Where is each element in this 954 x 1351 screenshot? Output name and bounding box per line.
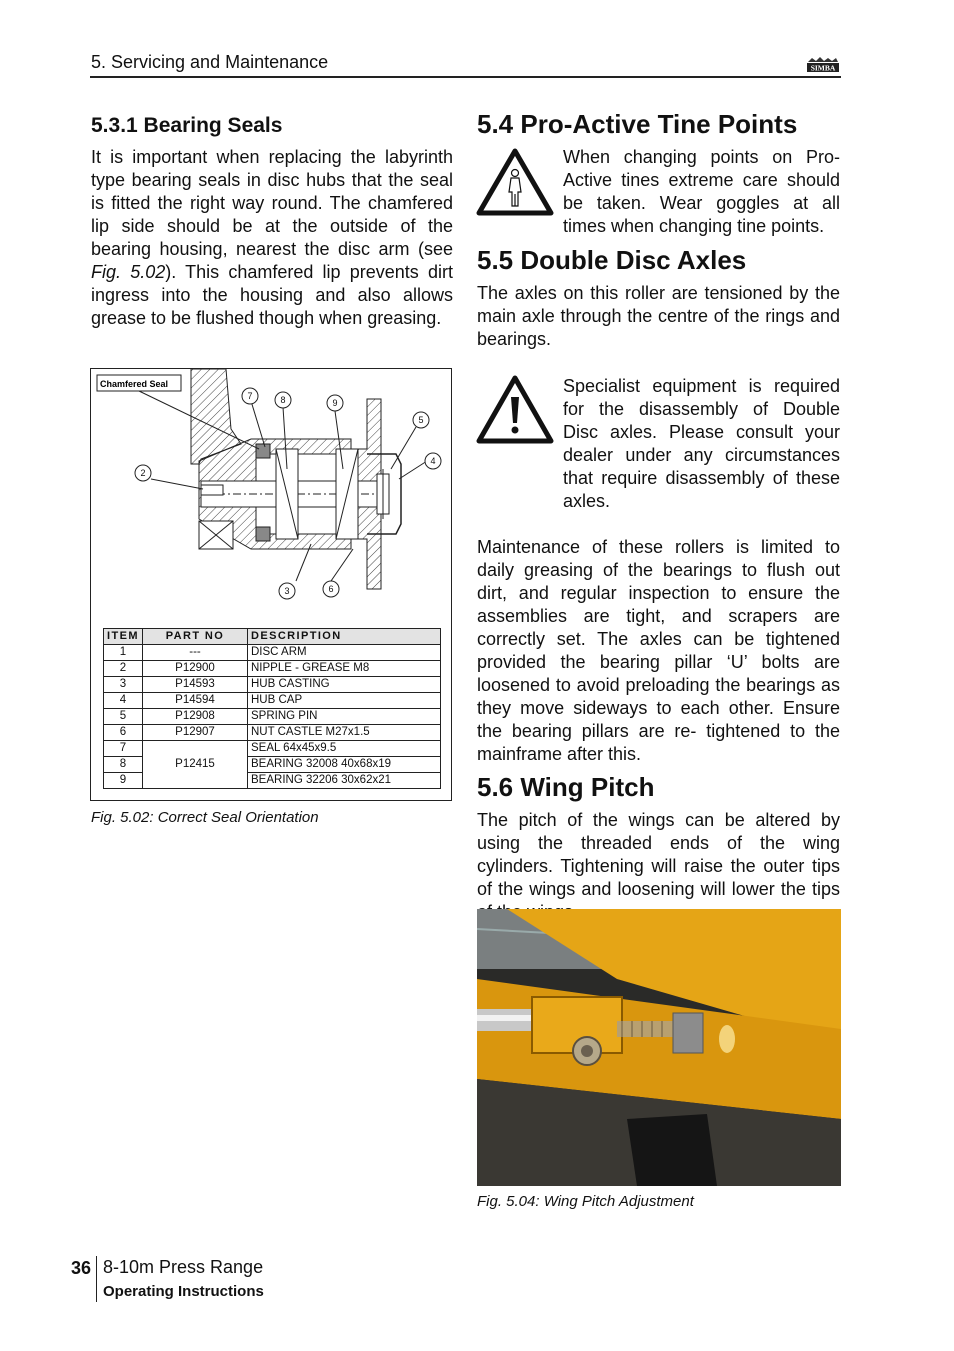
figure-5-02-caption: Fig. 5.02: Correct Seal Orientation (91, 809, 319, 826)
col-part-no: PART NO (143, 629, 248, 645)
footer-subtitle: Operating Instructions (103, 1283, 264, 1300)
heading-wing-pitch: 5.6 Wing Pitch (477, 772, 655, 802)
running-header: 5. Servicing and Maintenance (91, 52, 329, 72)
double-disc-warning: Specialist equipment is required for the disassembly of Double Disc axles. Please consult your dealer under any circumstances that require disassembly of these axles. (563, 376, 840, 511)
wing-pitch-photo (477, 909, 841, 1186)
callout-9: 9 (332, 398, 338, 408)
bearing-seal-diagram (91, 369, 451, 619)
exclamation-warning-icon (476, 375, 554, 445)
pedestrian-warning-icon (476, 148, 554, 216)
table-row: 7 P12415 SEAL 64x45x9.5 (104, 741, 441, 757)
callout-6: 6 (328, 584, 334, 594)
bearing-seals-text: It is important when replacing the labyrinth type bearing seals in disc hubs that the seal is fitted the right way round. The chamfered lip side should be at the outside of the bearing housing, nearest the disc arm (see Fig. 5.02). This chamfered lip prevents dirt ingress into the housing and also allows grease to be flushed though when greasing. (91, 147, 454, 328)
logo-text: SIMBA (810, 63, 836, 73)
double-disc-maintenance: Maintenance of these rollers is limited to daily greasing of the bearings to flush out dirt, and regular inspection to ensure the assemblies are tight, and scrapers are correctly set. The axles can be tightened provided the bearing pillar ‘U’ bolts are loosened to avoid preloading the bearings as they move sideways to each other. Ensure the bearing pillars are re- tightened to the mainframe after this. (477, 537, 840, 764)
page-number: 36 (71, 1258, 92, 1278)
col-description: DESCRIPTION (248, 629, 441, 645)
parts-table (103, 628, 441, 789)
table-row: 5 P12908 SPRING PIN (104, 709, 441, 725)
tine-points-text: When changing points on Pro-Active tines extreme care should be taken. Wear goggles at all times when changing tine points. (563, 147, 840, 236)
figure-reference: Fig. 5.02 (91, 262, 166, 282)
footer-product-range: 8-10m Press Range (103, 1257, 264, 1277)
heading-double-disc: 5.5 Double Disc Axles (477, 245, 747, 275)
callout-7: 7 (247, 391, 253, 401)
table-row: 6 P12907 NUT CASTLE M27x1.5 (104, 725, 441, 741)
table-row: 9 BEARING 32206 30x62x21 (104, 773, 441, 789)
table-row: 3 P14593 HUB CASTING (104, 677, 441, 693)
header-rule (90, 76, 841, 78)
table-row: 2 P12900 NIPPLE - GREASE M8 (104, 661, 441, 677)
col-item: ITEM (104, 629, 143, 645)
callout-8: 8 (280, 395, 286, 405)
footer-rule (96, 1256, 97, 1302)
callout-3: 3 (284, 586, 290, 596)
callout-5: 5 (418, 415, 424, 425)
table-header-row (104, 629, 441, 645)
table-row: 8 BEARING 32008 40x68x19 (104, 757, 441, 773)
figure-5-04-caption: Fig. 5.04: Wing Pitch Adjustment (477, 1193, 694, 1210)
table-row: 4 P14594 HUB CAP (104, 693, 441, 709)
callout-2: 2 (140, 468, 146, 478)
heading-tine-points: 5.4 Pro-Active Tine Points (477, 109, 798, 139)
heading-bearing-seals: 5.3.1 Bearing Seals (91, 114, 283, 137)
double-disc-intro: The axles on this roller are tensioned by the main axle through the centre of the rings and bearings. (477, 283, 840, 349)
simba-logo (806, 55, 840, 73)
callout-chamfered-seal: Chamfered Seal (100, 379, 169, 389)
table-row: 1 --- DISC ARM (104, 645, 441, 661)
wing-pitch-text: The pitch of the wings can be altered by using the threaded ends of the wing cylinders. Tightening will raise the outer tips of the wings and loosening will lower the tips (477, 810, 840, 899)
callout-4: 4 (430, 456, 436, 466)
